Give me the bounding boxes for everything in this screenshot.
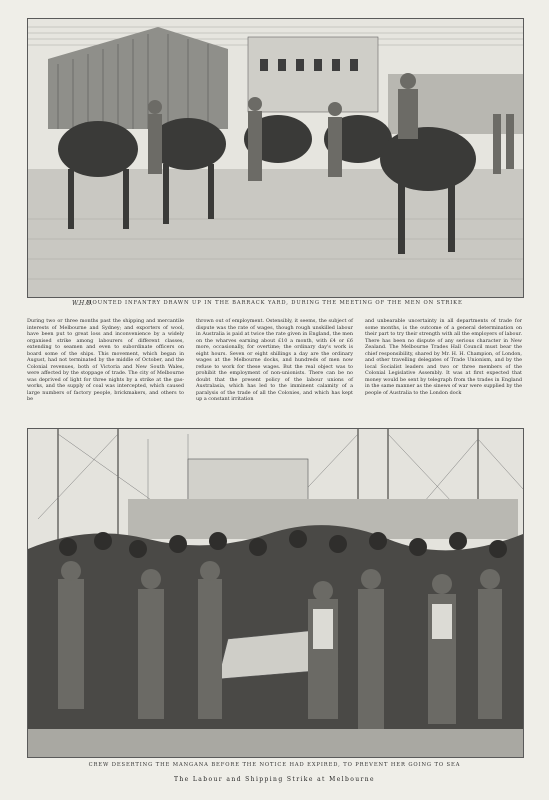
article-column-2: thrown out of employment. Ostensibly, it seems, the subject of dispute was the rate of wages, though rough unskilled labour in Australia is paid at twice the rate given in England, the men on the wharves earning about £10 a month, with £4 or £6 more, occasionally, for overtime; the ordinary day's work is eight hours. Seven or eight shillings a day are the ordinary wages at the Melbourne docks, and hundreds of men now refuse to work for these wages. But the real object was to prohibit the employment of non-unionists. There can be no doubt that the present policy of the labour unions of Australasia, which has led to the imminent calamity of a paralysis of the trade of all the Colonies, and which has kept up a constant irritation (196, 318, 353, 402)
engraver-signature: W.H.O. (72, 300, 93, 307)
crew-deserting-illustration (28, 429, 523, 757)
bottom-engraving-caption: CREW DESERTING THE MANGANA BEFORE THE NOTICE HAD EXPIRED, TO PREVENT HER GOING TO SEA (88, 762, 461, 768)
mounted-infantry-illustration (28, 19, 523, 297)
article-column-1: During two or three months past the shipping and mercantile interests of Melbourne and Sydney; and exporters of wool, have been put to great loss and inconvenience by a widely organised strike among labourers of different classes, extending to seamen and even to subordinate officers on board some of the ships. This movement, which began in August, had not terminated by the middle of October, and the Colonial revenues, both of Victoria and New South Wales, were affected by the stoppage of trade. The city of Melbourne was deprived of light for three nights by a strike at the gas-works, and the supply of coal was intercepted, which caused large numbers of factory people, brickmakers, and others to be (27, 318, 184, 402)
page-title: The Labour and Shipping Strike at Melbourne (174, 776, 375, 783)
top-engraving-caption: MOUNTED INFANTRY DRAWN UP IN THE BARRACK YARD, DURING THE MEETING OF THE MEN ON STRIKE (86, 300, 463, 306)
article-columns (27, 318, 522, 414)
crew-deserting-engraving (27, 428, 524, 758)
article-column-3: and unbearable uncertainty in all departments of trade for some months, is the outcome of a general determination on their part to try their strength with all the employers of labour. There has been no dispute of any serious character in New Zealand. The Melbourne Trades Hall Council must bear the chief responsibility, shared by Mr. H. H. Champion, of London, and other travelling delegates of Trade Unionism, and by the local Socialist leaders and two or three members of the Colonial Legislative Assembly. It was at first expected that money would be sent by telegraph from the trades in England in the same manner as the sinews of war were supplied by the people of Australia to the London dock (365, 318, 522, 396)
